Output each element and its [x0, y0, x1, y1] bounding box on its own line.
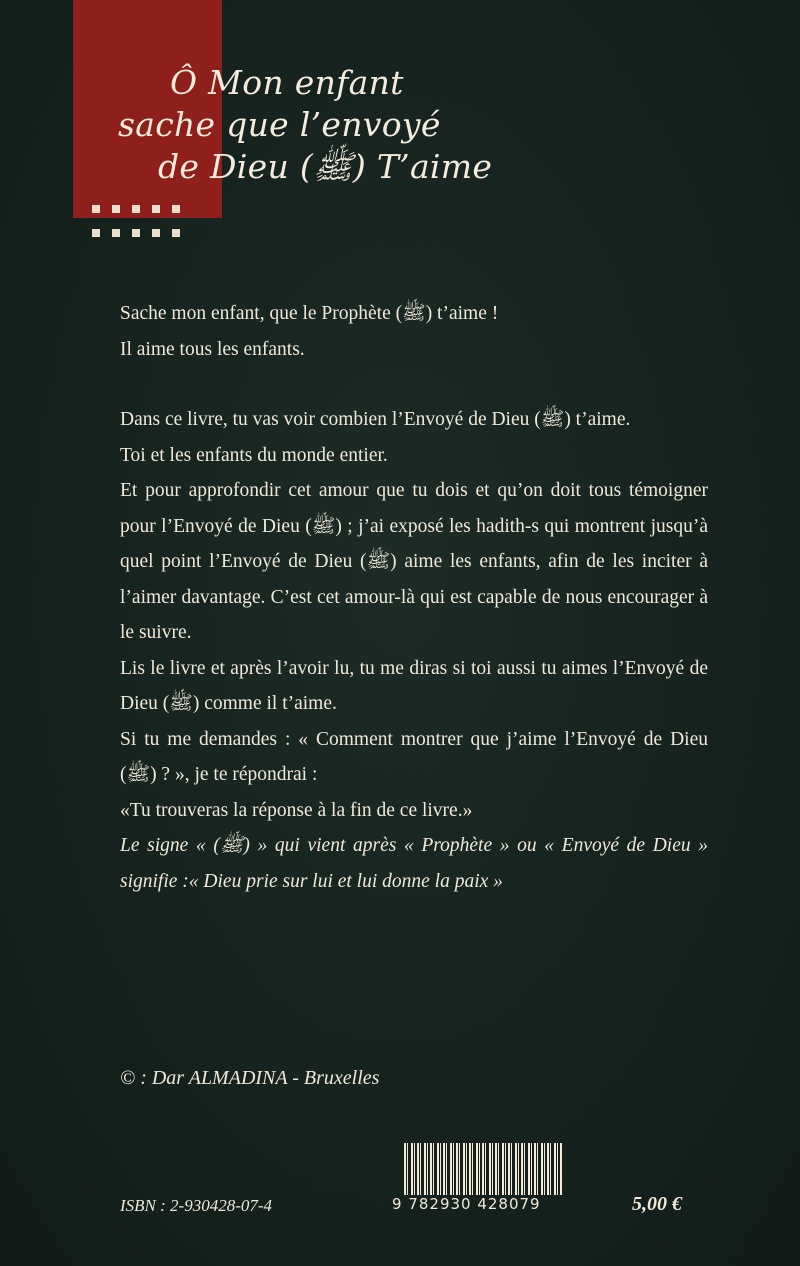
barcode [392, 1143, 568, 1221]
paragraph-7: Si tu me demandes : « Comment montrer que j’aime l’Envoyé de Dieu (ﷺ) ? », je te répondrai : [120, 728, 708, 785]
paragraph-6: Lis le livre et après l’avoir lu, tu me diras si toi aussi tu aimes l’Envoyé de Dieu (ﷺ) comme il t’aime. [120, 657, 708, 714]
publisher-copyright: © : Dar ALMADINA - Bruxelles [120, 1067, 380, 1089]
title-line-1: Ô Mon enfant [170, 63, 404, 102]
paragraph-1: Sache mon enfant, que le Prophète (ﷺ) t’aime ! [120, 303, 499, 324]
title-line-3: de Dieu (ﷺ) T’aime [158, 147, 493, 186]
barcode-bars [404, 1143, 562, 1195]
title-line-2: sache que l’envoyé [118, 105, 441, 144]
paragraph-8: «Tu trouveras la réponse à la fin de ce livre.» [120, 799, 473, 821]
paragraph-3: Dans ce livre, tu vas voir combien l’Envoyé de Dieu (ﷺ) t’aime. [120, 409, 631, 430]
blurb-text [120, 296, 708, 899]
decorative-dots-row-2 [92, 229, 202, 237]
price: 5,00 € [632, 1193, 682, 1215]
cover-title [118, 62, 538, 188]
decorative-dots-row-1 [92, 205, 202, 213]
isbn: ISBN : 2-930428-07-4 [120, 1196, 273, 1215]
paragraph-2: Il aime tous les enfants. [120, 338, 305, 360]
barcode-number: 9 782930 428079 [392, 1195, 541, 1213]
paragraph-4: Toi et les enfants du monde entier. [120, 444, 388, 466]
paragraph-5: Et pour approfondir cet amour que tu dois et qu’on doit tous témoigner pour l’Envoyé de Dieu (ﷺ) ; j’ai exposé les hadith-s qui montrent jusqu’à quel point l’Envoyé de Dieu (ﷺ) aime les enfants, afin de les inciter à l’aimer davantage. C’est cet amour-là qui est capable de nous encourager à le suivre. [120, 480, 708, 643]
paragraph-9-note: Le signe « (ﷺ) » qui vient après « Prophète » ou « Envoyé de Dieu » signifie :« Dieu prie sur lui et lui donne la paix » [120, 835, 708, 892]
